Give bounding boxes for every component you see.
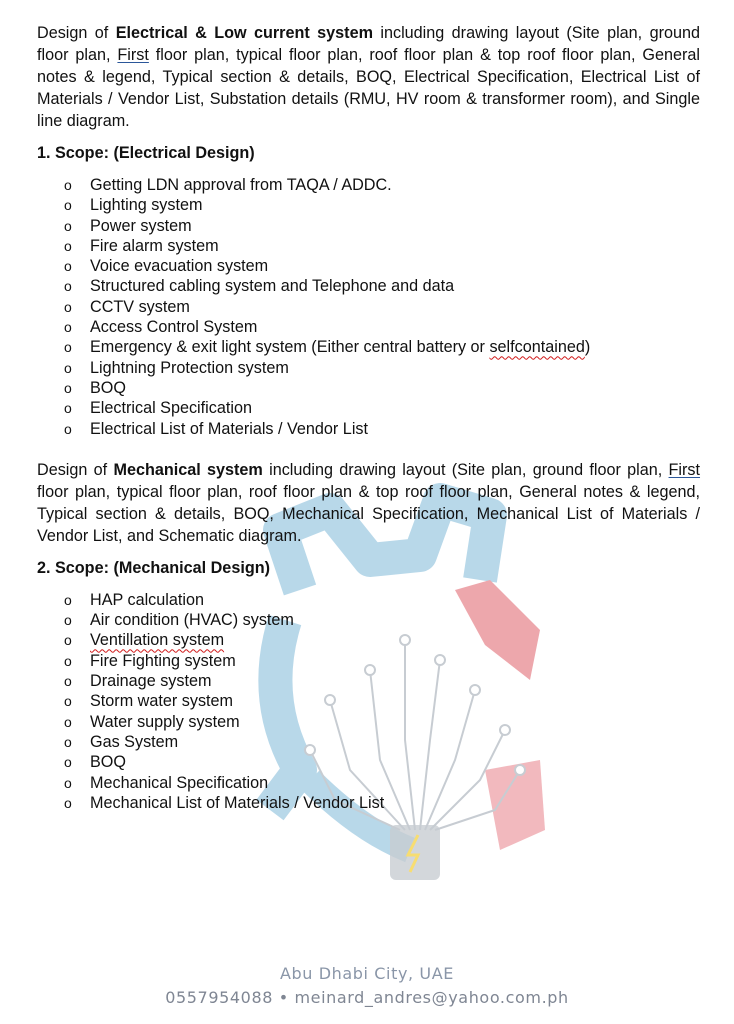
list-item: o CCTV system: [64, 297, 700, 317]
mechanical-intro-paragraph: [37, 459, 700, 547]
list-item: o Structured cabling system and Telephone and data: [64, 276, 700, 296]
intro-text: including drawing layout (Site plan, ground floor plan,: [37, 24, 700, 64]
list-item-text: Emergency & exit light system (Either central battery or: [90, 338, 490, 357]
electrical-scope-heading: 1. Scope: (Electrical Design): [37, 144, 255, 162]
electrical-scope-list: [37, 175, 700, 439]
list-item: o Lightning Protection system: [64, 358, 700, 378]
list-item: o HAP calculation: [64, 590, 700, 610]
list-item: o Electrical Specification: [64, 398, 700, 418]
first-underlined-word: First: [117, 46, 149, 64]
document-page: [37, 22, 700, 813]
electrical-intro-paragraph: [37, 22, 700, 132]
list-item: o Storm water system: [64, 691, 700, 711]
list-item: o Fire Fighting system: [64, 651, 700, 671]
intro-text: including drawing layout (Site plan, ground floor plan,: [262, 460, 669, 479]
list-item: o Ventillation system: [64, 630, 700, 650]
footer-phone: 0557954088: [165, 988, 274, 1007]
list-item: o Power system: [64, 216, 700, 236]
mechanical-scope-heading: 2. Scope: (Mechanical Design): [37, 558, 270, 577]
list-item: o Water supply system: [64, 712, 700, 732]
list-item: o BOQ: [64, 752, 700, 772]
intro-bold-text: Electrical & Low current system: [115, 24, 373, 42]
list-item: o Fire alarm system: [64, 236, 700, 256]
list-item: o Air condition (HVAC) system: [64, 610, 700, 630]
footer-separator: •: [273, 988, 295, 1007]
list-item: o Electrical List of Materials / Vendor List: [64, 419, 700, 439]
intro-text: Design of: [37, 460, 114, 479]
list-item: o Mechanical Specification: [64, 773, 700, 793]
list-item: o Voice evacuation system: [64, 256, 700, 276]
intro-text: floor plan, typical floor plan, roof floor plan & top roof floor plan, General notes & legend, Typical section & details, BOQ, Mechanical Specification, Mechanical List of Materials / Vendor List, and Schematic diagram.: [37, 482, 700, 545]
list-item: o Lighting system: [64, 195, 700, 215]
intro-text: Design of: [37, 24, 116, 42]
list-item-text: ): [584, 338, 591, 357]
list-item: o Access Control System: [64, 317, 700, 337]
mechanical-scope-list: [37, 590, 700, 813]
list-item: o Getting LDN approval from TAQA / ADDC.: [64, 175, 700, 195]
list-item: [64, 337, 700, 357]
first-underlined-word: First: [668, 460, 701, 479]
footer-city: Abu Dhabi City, UAE: [280, 964, 454, 983]
list-item: o Gas System: [64, 732, 700, 752]
footer-email: meinard_andres@yahoo.com.ph: [294, 988, 569, 1007]
misspelled-word: selfcontained: [489, 338, 585, 357]
list-item: o BOQ: [64, 378, 700, 398]
list-item: o Drainage system: [64, 671, 700, 691]
list-item: o Mechanical List of Materials / Vendor List: [64, 793, 700, 813]
intro-text: floor plan, typical floor plan, roof floor plan & top roof floor plan, General notes & legend, Typical section & details, BOQ, Electrical Specification, Electrical List of Materials / Vendor List, Substation details (RMU, HV room & transformer room), and Single line diagram.: [37, 46, 700, 130]
footer-contact: [0, 988, 734, 1007]
intro-bold-text: Mechanical system: [113, 460, 263, 479]
